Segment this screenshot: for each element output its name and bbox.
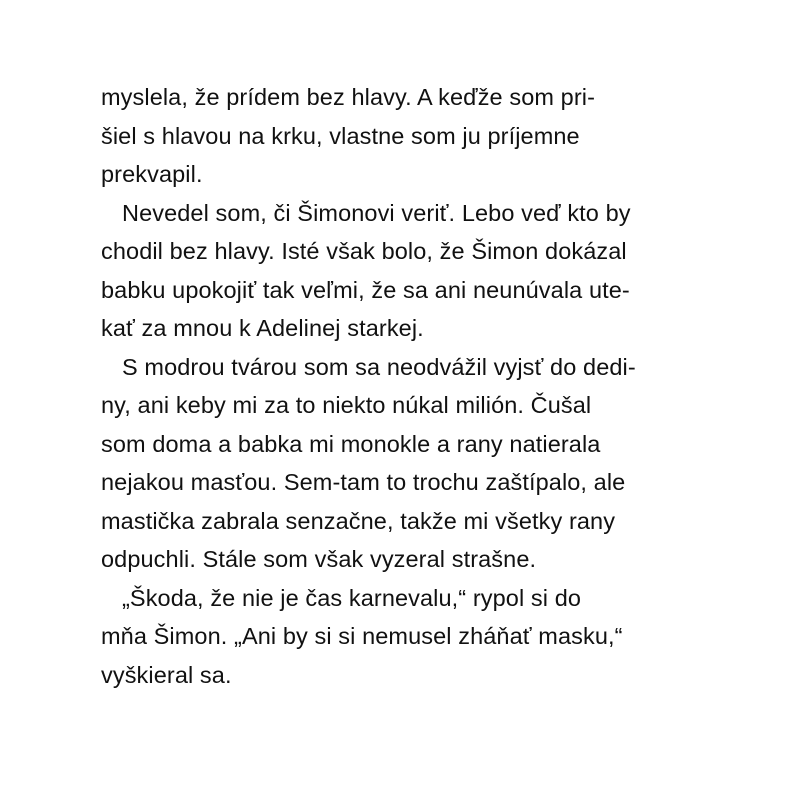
text-line: odpuchli. Stále som však vyzeral strašne. [101,546,537,572]
text-line: myslela, že prídem bez hlavy. A keďže som pri- [101,84,596,110]
text-line-paragraph-start: Nevedel som, či Šimonovi veriť. Lebo veď kto by [122,199,631,226]
text-line: babku upokojiť tak veľmi, že sa ani neunúvala ute- [101,276,630,303]
text-line-paragraph-start: „Škoda, že nie je čas karnevalu,“ rypol si do [122,584,582,611]
text-line: mastička zabrala senzačne, takže mi všetky rany [101,507,616,534]
text-line: ny, ani keby mi za to niekto núkal milión. Čušal [101,392,592,418]
text-line: chodil bez hlavy. Isté však bolo, že Šimon dokázal [101,238,627,264]
text-line: prekvapil. [101,161,203,187]
text-line: kať za mnou k Adelinej starkej. [101,315,424,341]
text-line: nejakou masťou. Sem-tam to trochu zaštípalo, ale [101,469,626,495]
body-text [101,78,701,694]
text-line: šiel s hlavou na krku, vlastne som ju príjemne [101,122,580,149]
text-line: vyškieral sa. [101,661,232,688]
text-line: mňa Šimon. „Ani by si si nemusel zháňať masku,“ [101,623,623,649]
text-line-paragraph-start: S modrou tvárou som sa neodvážil vyjsť do dedi- [122,353,636,380]
text-line: som doma a babka mi monokle a rany natierala [101,430,601,457]
